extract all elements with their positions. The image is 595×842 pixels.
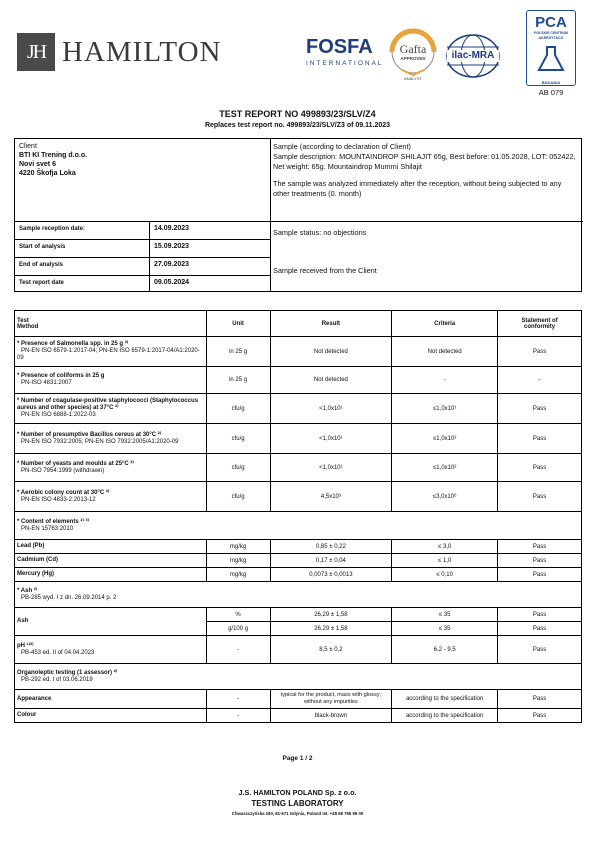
client-label: Client (19, 143, 37, 150)
sample-status: Sample status: no objections (273, 228, 367, 237)
date-label: Test report date (19, 280, 64, 286)
ilac-wordmark: ilac-MRA (451, 50, 495, 61)
date-row (15, 221, 270, 239)
ilac-mra-logo (443, 33, 503, 79)
client-address-line-2: 4220 Škofja Loka (19, 170, 76, 177)
sample-description: Sample description: MOUNTAINDROP SHILAJIT 65g, Best before: 01.05.2028, LOT: 052422, Net weight: 65g. Mountaindrop Mummi Shilajit (273, 152, 576, 171)
table-row: pH ¹⁾²⁾ PB-453 ed. II of 04.04.2023 - 8,5 ± 0,2 6,2 - 9,5 Pass (15, 636, 582, 664)
gafta-approved: APPROVED (400, 56, 426, 61)
client-sample-box (14, 138, 582, 292)
results-table (14, 310, 582, 723)
date-value: 27.09.2023 (154, 261, 190, 268)
table-row: Mercury (Hg) mg/kg 0,0073 ± 0,0013 ≤ 0,10 Pass (15, 568, 582, 582)
gafta-logo (388, 28, 438, 82)
header-conformity: Statement of conformity (498, 311, 582, 337)
footer-company: J.S. HAMILTON POLAND Sp. z o.o. (238, 788, 357, 797)
group-row-ash: * Ash ²⁾ PB-285 wyd. I z dn. 26.09.2014 p. 2 (15, 582, 582, 608)
table-row: * Number of coagulase-positive staphylococci (Staphylococcus aureus and other species) at 37°C ²⁾ PN-EN ISO 6888-1:2022-03 cfu/g <1,0x10¹ ≤1,0x10¹ Pass (15, 394, 582, 424)
table-row: * Presence of coliforms in 25 g PN-ISO 4831:2007 in 25 g Not detected - - (15, 367, 582, 394)
client-name: BTI KI Trening d.o.o. (19, 152, 88, 159)
report-replaces: Replaces test report no. 499893/23/SLV/Z3 of 09.11.2023 (204, 122, 391, 129)
date-label: Sample reception date: (19, 226, 86, 232)
hamilton-logo (17, 32, 242, 72)
pca-subtitle-1: POLSKIE CENTRUM (534, 31, 568, 35)
table-row: * Presence of Salmonella spp. in 25 g ²⁾ PN-EN ISO 6579-1:2017-04; PN-EN ISO 6579-1:2017-04/A1:2020-09 in 25 g Not detected Not detected Pass (15, 337, 582, 367)
table-row: Ash % 26,29 ± 1,58 ≤ 35 Pass (15, 608, 582, 622)
footer-address: Chwaszczyńska 180, 81-571 Gdynia, Poland tel. +48 58 766 99 00 (231, 811, 364, 816)
table-header-row (15, 311, 582, 337)
table-row: Lead (Pb) mg/kg 0,85 ± 0,22 ≤ 3,0 Pass (15, 540, 582, 554)
gafta-analyst: ANALYST (404, 76, 422, 81)
group-row-organoleptic: Organoleptic testing (1 assessor) ²⁾ PB-292 ed. I of 03.06.2019 (15, 664, 582, 690)
sample-analysis-note: The sample was analyzed immediately after the reception, without being subjected to any other treatments (0. month) (273, 179, 562, 198)
table-row: Appearance - typical for the product, mass with glossy; without any impurities according to the specification Pass (15, 690, 582, 709)
pca-subtitle-2: AKREDYTACJI (538, 36, 564, 40)
date-row (15, 257, 270, 275)
fosfa-subtitle: INTERNATIONAL (306, 60, 384, 67)
date-label: End of analysis (19, 262, 64, 268)
pca-wordmark: PCA (535, 14, 567, 31)
date-label: Start of analysis (19, 244, 66, 250)
sample-label: Sample (according to declaration of Client) (273, 142, 411, 151)
table-row: * Number of yeasts and moulds at 25°C ²⁾ PN-ISO 7954:1999 (withdrawn) cfu/g <1,0x10¹ ≤1,0x10² Pass (15, 454, 582, 482)
hamilton-wordmark: HAMILTON (62, 35, 222, 68)
table-row: Colour - black-brown according to the specification Pass (15, 709, 582, 723)
report-title: TEST REPORT NO 499893/23/SLV/Z4 (219, 109, 376, 119)
date-row (15, 239, 270, 257)
fosfa-wordmark: FOSFA (306, 36, 373, 58)
date-value: 14.09.2023 (154, 225, 190, 232)
header-criteria: Criteria (392, 311, 498, 337)
header-unit: Unit (206, 311, 270, 337)
pca-logo (526, 10, 576, 86)
table-row: * Number of presumptive Bacillus cereus at 30°C ²⁾ PN-EN ISO 7932:2005; PN-EN ISO 7932:2005/A1:2020-09 cfu/g <1,0x10¹ ≤1,0x10² Pass (15, 424, 582, 454)
table-row: g/100 g 26,29 ± 1,58 ≤ 35 Pass (15, 622, 582, 636)
fosfa-logo (306, 37, 384, 69)
group-row-elements: * Content of elements ²⁾ ³⁾ PN-EN 15763:2010 (15, 512, 582, 540)
date-value: 15.09.2023 (154, 243, 190, 250)
accreditation-code: AB 079 (538, 88, 564, 97)
sample-block (273, 142, 578, 199)
client-block (19, 142, 87, 178)
flask-icon (536, 45, 566, 73)
page-number: Page 1 / 2 (282, 755, 313, 762)
header-result: Result (270, 311, 392, 337)
header-test-method: Test Method (15, 311, 207, 337)
pca-bottom-label: BADANIA (541, 80, 561, 85)
sample-received: Sample received from the Client (273, 266, 377, 275)
table-row: * Aerobic colony count at 30°C ²⁾ PN-EN ISO 4833-2:2013-12 cfu/g 4,5x10³ ≤3,0x10⁶ Pass (15, 482, 582, 512)
table-row: Cadmium (Cd) mg/kg 0,17 ± 0,04 ≤ 1,0 Pass (15, 554, 582, 568)
gafta-wordmark: Gafta (399, 42, 427, 56)
date-row (15, 275, 270, 293)
client-address-line-1: Novi svet 6 (19, 161, 56, 168)
date-value: 09.05.2024 (154, 279, 190, 286)
footer-lab: TESTING LABORATORY (251, 799, 344, 808)
hamilton-mark: JH (17, 33, 55, 71)
